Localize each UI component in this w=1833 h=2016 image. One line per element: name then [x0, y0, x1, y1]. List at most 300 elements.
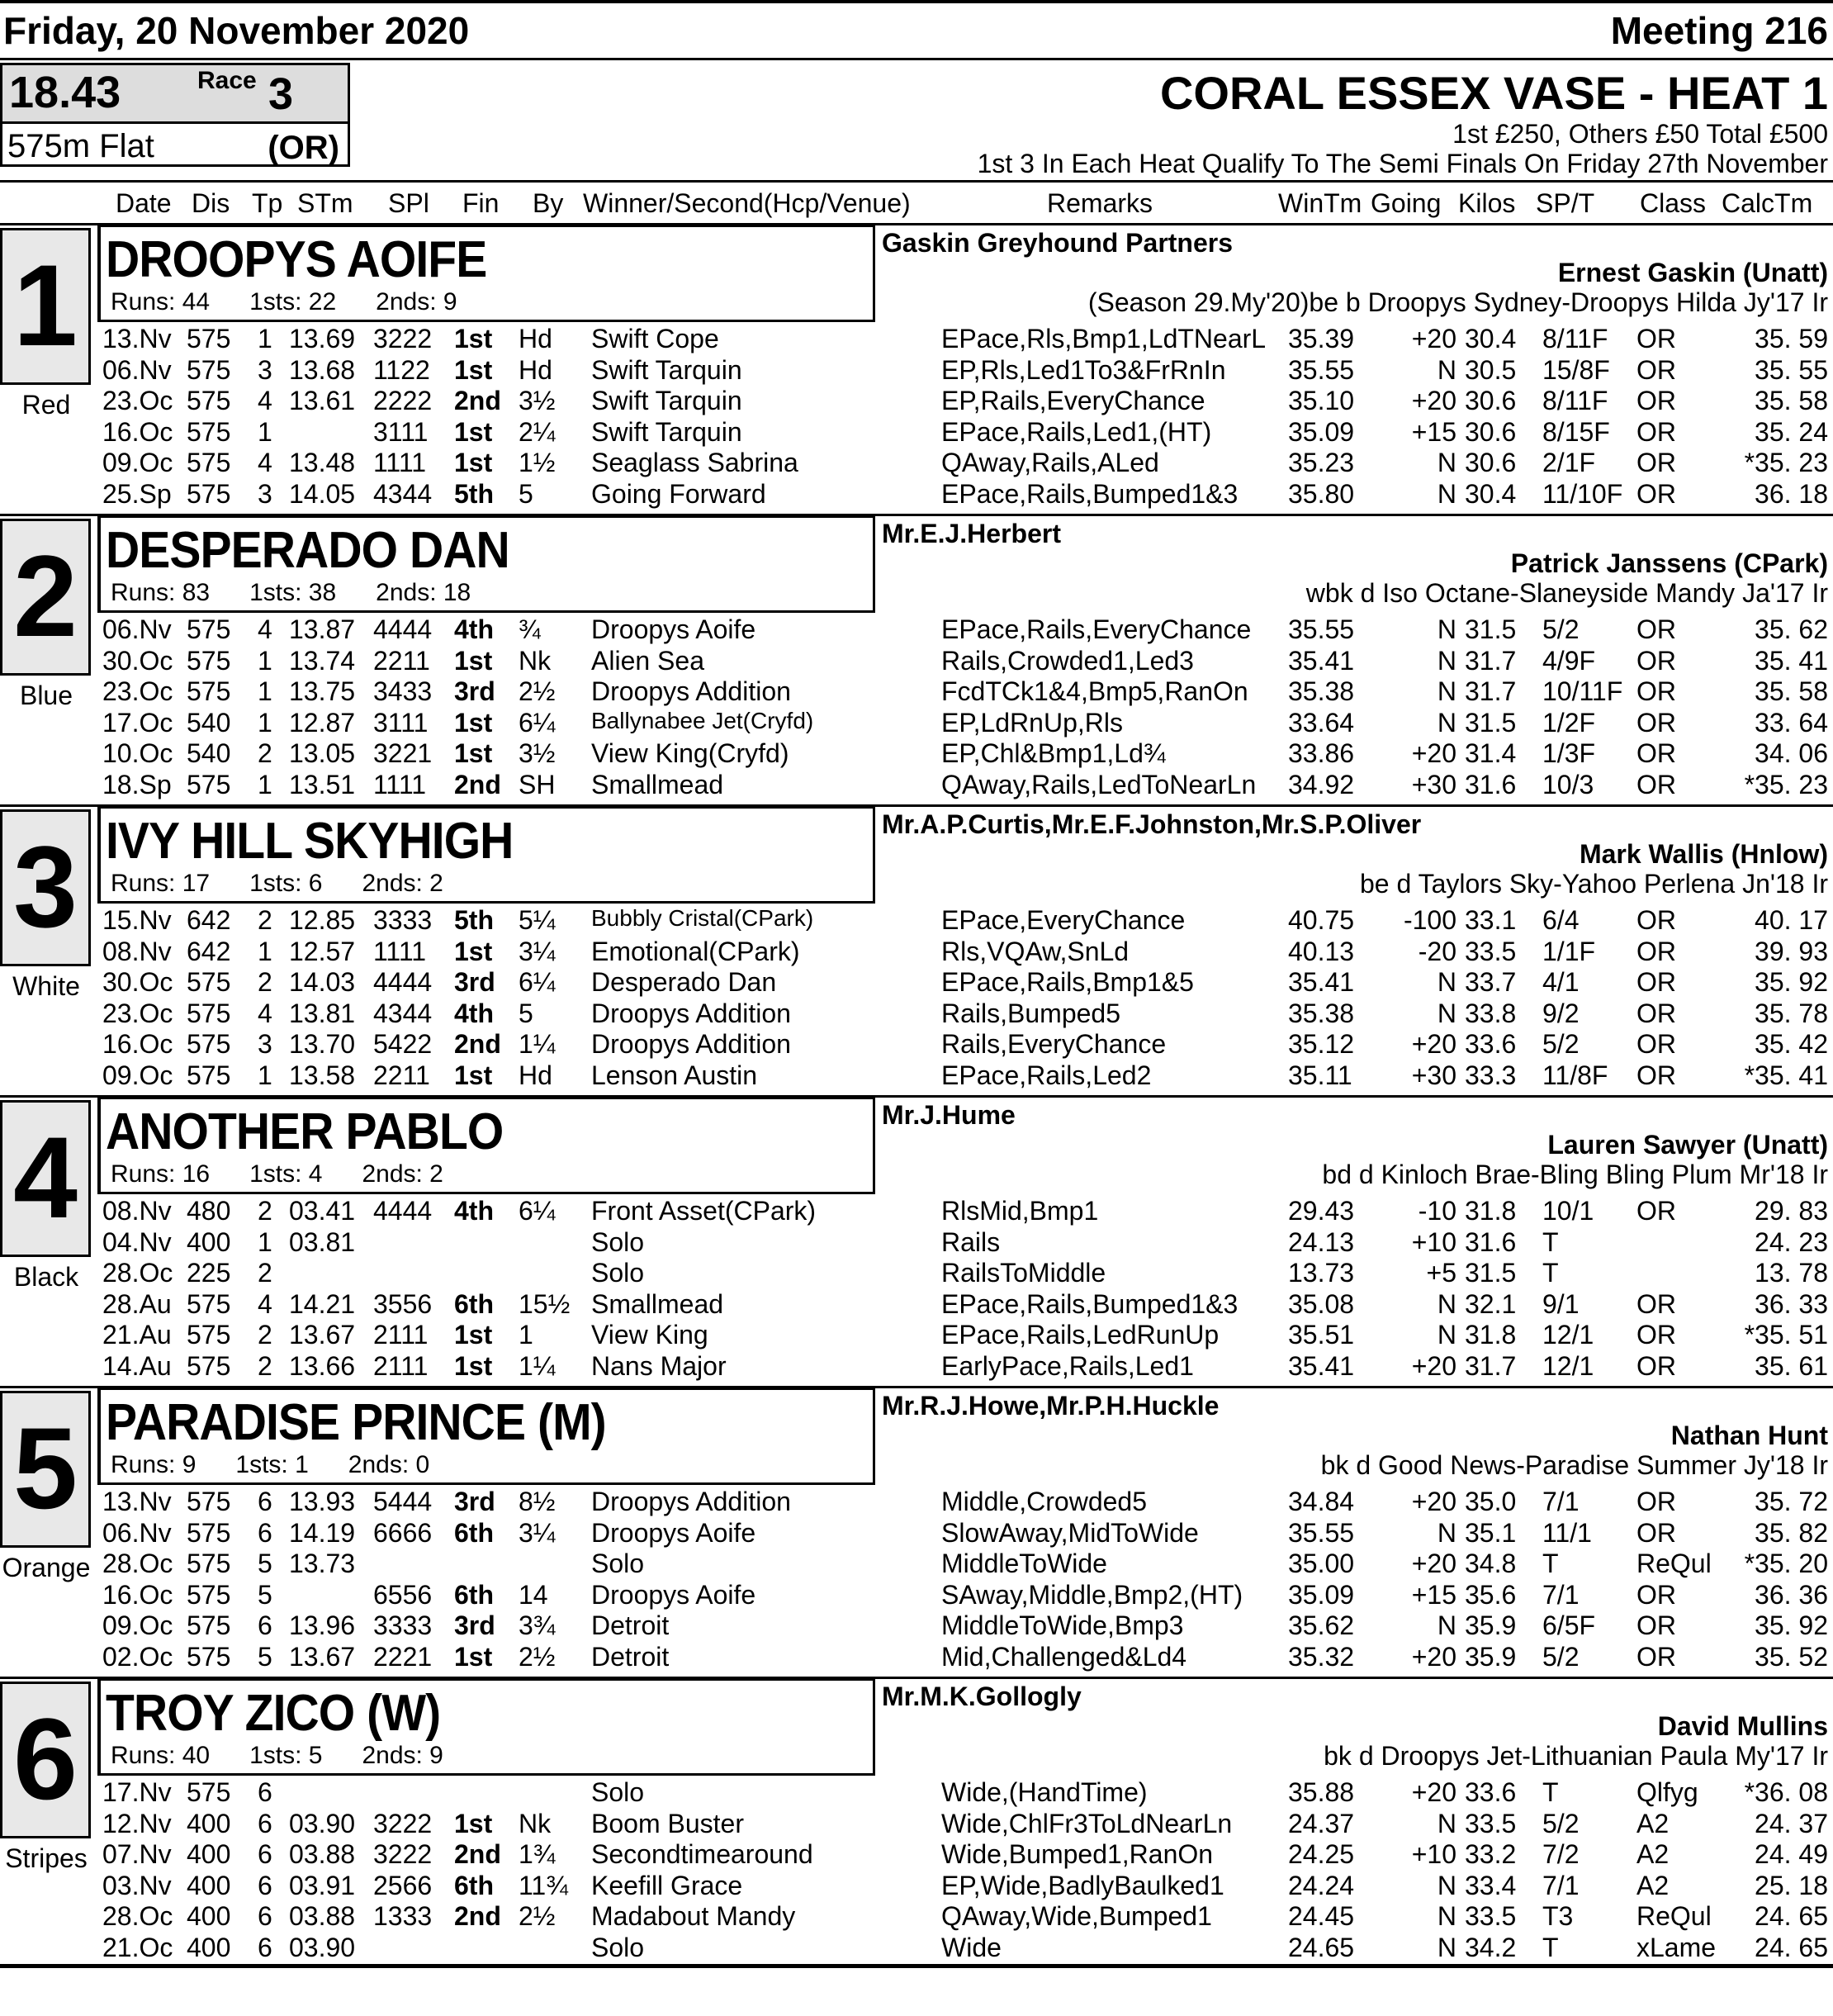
race-label: Race — [197, 67, 257, 94]
form-remarks: Wide — [941, 1933, 1002, 1962]
trap-colour: Stripes — [5, 1843, 88, 1873]
form-class: ReQul — [1636, 1549, 1712, 1579]
form-by: 1 — [519, 1320, 533, 1350]
form-spl: 3433 — [373, 676, 433, 707]
form-going: N — [1437, 967, 1456, 998]
form-dis: 575 — [187, 1060, 231, 1090]
form-dis: 400 — [187, 1839, 231, 1870]
form-date: 21.Au — [102, 1320, 172, 1350]
form-remarks: Middle,Crowded5 — [941, 1487, 1148, 1516]
col-spl: SPl — [388, 188, 429, 218]
form-calctm: 35. 82 — [1755, 1517, 1828, 1548]
form-dis: 575 — [187, 998, 231, 1028]
form-winner: Swift Tarquin — [591, 386, 742, 416]
runs-count: Runs: 16 — [111, 1160, 211, 1188]
form-going: +20 — [1411, 386, 1456, 416]
form-spt: 5/2 — [1542, 614, 1580, 644]
dog-name: PARADISE PRINCE (M) — [106, 1394, 606, 1451]
form-dis: 575 — [187, 967, 231, 998]
form-by: 2½ — [519, 1901, 556, 1932]
form-tp: 5 — [258, 1549, 272, 1579]
form-dis: 400 — [187, 1933, 231, 1962]
form-winner: Droopys Addition — [591, 676, 791, 707]
form-dis: 575 — [187, 1029, 231, 1060]
firsts-count: 1sts: 22 — [249, 288, 337, 315]
runs-count: Runs: 40 — [111, 1742, 211, 1769]
form-spt: 6/4 — [1542, 905, 1580, 935]
form-spt: 7/2 — [1542, 1839, 1580, 1870]
form-tp: 4 — [258, 614, 272, 644]
form-class: OR — [1636, 416, 1676, 447]
form-going: +20 — [1411, 1487, 1456, 1516]
form-winner: Desperado Dan — [591, 967, 777, 998]
race-time: 18.43 — [9, 68, 121, 117]
form-remarks: EP,LdRnUp,Rls — [941, 707, 1123, 738]
form-remarks: EPace,EveryChance — [941, 905, 1186, 935]
form-fin: 1st — [454, 1808, 493, 1838]
form-by: SH — [519, 770, 556, 799]
form-tp: 1 — [258, 676, 272, 707]
form-dis: 400 — [187, 1808, 231, 1838]
form-spt: T — [1542, 1777, 1559, 1807]
form-date: 02.Oc — [102, 1642, 173, 1672]
form-fin: 4th — [454, 614, 494, 644]
form-fin: 3rd — [454, 1487, 495, 1516]
form-going: +20 — [1411, 1642, 1456, 1672]
form-kilos: 33.2 — [1465, 1839, 1517, 1870]
form-remarks: EPace,Rails,Bumped1&3 — [941, 479, 1239, 509]
form-winner: Boom Buster — [591, 1808, 744, 1838]
meeting-number: Meeting 216 — [1610, 9, 1828, 52]
form-tp: 3 — [258, 1029, 272, 1060]
form-dis: 575 — [187, 1487, 231, 1516]
col-kilos: Kilos — [1458, 188, 1516, 218]
form-stm: 13.69 — [289, 324, 356, 353]
form-fin: 1st — [454, 354, 493, 385]
form-calctm: 24. 23 — [1755, 1226, 1828, 1257]
form-date: 07.Nv — [102, 1839, 172, 1870]
owner: Mr.M.K.Gollogly — [882, 1682, 1082, 1711]
form-fin: 1st — [454, 936, 493, 966]
form-fin: 6th — [454, 1579, 494, 1610]
form-going: N — [1437, 676, 1456, 707]
col-remarks: Remarks — [1047, 188, 1153, 218]
form-spl: 3111 — [373, 416, 429, 447]
form-spt: 2/1F — [1542, 448, 1596, 478]
form-stm: 13.87 — [289, 614, 356, 644]
owner: Mr.E.J.Herbert — [882, 519, 1061, 548]
form-going: N — [1437, 479, 1456, 509]
breeding: bd d Kinloch Brae-Bling Bling Plum Mr'18 Ir — [1322, 1160, 1828, 1189]
form-winner: Emotional(CPark) — [591, 936, 800, 966]
form-calctm: 36. 36 — [1755, 1579, 1828, 1610]
form-dis: 225 — [187, 1258, 231, 1288]
form-calctm: 24. 65 — [1755, 1933, 1828, 1962]
form-remarks: EP,Chl&Bmp1,Ld¾ — [941, 738, 1166, 769]
form-spt: T — [1542, 1549, 1559, 1579]
runs-count: Runs: 9 — [111, 1451, 197, 1478]
form-stm: 13.05 — [289, 738, 356, 769]
form-fin: 1st — [454, 416, 493, 447]
breeding: be d Taylors Sky-Yahoo Perlena Jn'18 Ir — [1359, 869, 1828, 899]
firsts-count: 1sts: 38 — [249, 579, 337, 606]
form-going: -10 — [1418, 1196, 1456, 1226]
trap-colour: Black — [13, 1262, 79, 1292]
form-going: +20 — [1411, 1777, 1456, 1807]
form-going: +15 — [1411, 1579, 1456, 1610]
form-date: 03.Nv — [102, 1870, 172, 1900]
form-spl: 5422 — [373, 1029, 433, 1060]
form-spl: 3222 — [373, 1808, 433, 1838]
form-winner: View King — [591, 1320, 708, 1350]
form-by: 2¼ — [519, 416, 556, 447]
form-wintm: 24.24 — [1288, 1870, 1355, 1900]
form-calctm: *35. 51 — [1744, 1320, 1828, 1350]
form-wintm: 35.55 — [1288, 1517, 1355, 1548]
form-spt: 8/11F — [1542, 386, 1608, 416]
form-wintm: 24.25 — [1288, 1839, 1355, 1870]
form-by: Nk — [519, 645, 552, 676]
form-spt: 9/1 — [1542, 1288, 1580, 1319]
form-dis: 575 — [187, 614, 231, 644]
form-remarks: MiddleToWide — [941, 1549, 1107, 1579]
form-wintm: 24.37 — [1288, 1808, 1355, 1838]
firsts-count: 1sts: 4 — [249, 1160, 323, 1188]
form-winner: Secondtimearound — [591, 1839, 813, 1870]
form-calctm: 35. 41 — [1755, 645, 1828, 676]
form-kilos: 35.6 — [1465, 1579, 1517, 1610]
form-tp: 5 — [258, 1579, 272, 1610]
form-fin: 2nd — [454, 770, 501, 799]
form-kilos: 30.6 — [1465, 386, 1517, 416]
form-remarks: EPace,Rails,EveryChance — [941, 614, 1252, 644]
firsts-count: 1sts: 5 — [249, 1742, 323, 1769]
form-dis: 575 — [187, 1320, 231, 1350]
form-fin: 4th — [454, 998, 494, 1028]
form-going: +20 — [1411, 738, 1456, 769]
form-spt: 10/11F — [1542, 676, 1623, 707]
form-spl: 1333 — [373, 1901, 433, 1932]
trainer: Mark Wallis (Hnlow) — [1579, 839, 1828, 869]
form-remarks: Mid,Challenged&Ld4 — [941, 1642, 1187, 1672]
form-spl: 3111 — [373, 707, 429, 738]
form-class: xLame — [1636, 1933, 1717, 1962]
form-spl: 2221 — [373, 1642, 433, 1672]
form-fin: 1st — [454, 1642, 493, 1672]
form-remarks: RailsToMiddle — [941, 1258, 1106, 1288]
trap-colour: Blue — [19, 681, 73, 710]
form-winner: Detroit — [591, 1642, 670, 1672]
form-spt: T — [1542, 1933, 1559, 1962]
form-tp: 6 — [258, 1517, 272, 1548]
form-dis: 575 — [187, 354, 231, 385]
form-tp: 6 — [258, 1777, 272, 1807]
form-spl: 3222 — [373, 1839, 433, 1870]
form-remarks: Rls,VQAw,SnLd — [941, 936, 1130, 966]
form-wintm: 33.64 — [1288, 707, 1355, 738]
form-spl: 3221 — [373, 738, 433, 769]
form-winner: Solo — [591, 1777, 645, 1807]
form-calctm: 36. 33 — [1755, 1288, 1828, 1319]
race-number: 3 — [268, 69, 294, 119]
form-winner: Smallmead — [591, 1288, 724, 1319]
breeding: wbk d Iso Octane-Slaneyside Mandy Ja'17 Ir — [1305, 578, 1828, 608]
form-by: 5¼ — [519, 905, 556, 935]
form-remarks: EPace,Rails,Led1,(HT) — [941, 416, 1212, 447]
form-fin: 3rd — [454, 1610, 495, 1641]
form-spt: 5/2 — [1542, 1808, 1580, 1838]
race-grade: (OR) — [268, 130, 339, 166]
form-class: A2 — [1636, 1808, 1670, 1838]
form-fin: 3rd — [454, 967, 495, 998]
form-date: 28.Oc — [102, 1901, 173, 1932]
form-dis: 575 — [187, 386, 231, 416]
form-calctm: *35. 23 — [1744, 770, 1828, 799]
col-by: By — [533, 188, 564, 218]
dog-name-box — [97, 515, 875, 613]
form-spt: 12/1 — [1542, 1351, 1594, 1381]
form-spt: 11/1 — [1542, 1517, 1592, 1548]
form-going: N — [1437, 1320, 1456, 1350]
form-wintm: 35.39 — [1288, 324, 1355, 353]
form-winner: Swift Cope — [591, 324, 719, 353]
form-remarks: Rails,Bumped5 — [941, 998, 1120, 1028]
form-calctm: 35. 52 — [1755, 1642, 1828, 1672]
form-kilos: 33.8 — [1465, 998, 1517, 1028]
form-dis: 575 — [187, 770, 231, 799]
form-dis: 642 — [187, 905, 231, 935]
form-class: OR — [1636, 1487, 1676, 1516]
form-class: OR — [1636, 614, 1676, 644]
form-kilos: 35.0 — [1465, 1487, 1517, 1516]
form-wintm: 35.38 — [1288, 998, 1355, 1028]
form-remarks: SlowAway,MidToWide — [941, 1517, 1199, 1548]
form-class: OR — [1636, 1642, 1676, 1672]
form-spt: 1/1F — [1542, 936, 1596, 966]
form-dis: 575 — [187, 1549, 231, 1579]
form-spl: 3333 — [373, 905, 433, 935]
form-remarks: QAway,Rails,ALed — [941, 448, 1159, 478]
form-class: ReQul — [1636, 1901, 1712, 1932]
form-winner: Front Asset(CPark) — [591, 1196, 817, 1226]
form-class: OR — [1636, 1351, 1676, 1381]
runs-summary — [111, 1742, 483, 1770]
form-wintm: 35.11 — [1288, 1060, 1352, 1090]
form-calctm: 13. 78 — [1755, 1258, 1828, 1288]
form-stm: 03.90 — [289, 1933, 356, 1962]
seconds-count: 2nds: 9 — [376, 288, 457, 315]
form-spt: 9/2 — [1542, 998, 1580, 1028]
form-remarks: EPace,Rails,LedRunUp — [941, 1320, 1220, 1350]
form-spl: 3222 — [373, 324, 433, 353]
form-stm: 14.21 — [289, 1288, 356, 1319]
form-stm: 13.68 — [289, 354, 356, 385]
form-class: OR — [1636, 354, 1676, 385]
form-remarks: EP,Rails,EveryChance — [941, 386, 1205, 416]
race-qualify-note: 1st 3 In Each Heat Qualify To The Semi Finals On Friday 27th November — [977, 149, 1828, 178]
form-date: 08.Nv — [102, 936, 172, 966]
form-date: 28.Oc — [102, 1549, 173, 1579]
form-date: 28.Au — [102, 1288, 172, 1319]
form-by: 1½ — [519, 448, 556, 478]
form-winner: Solo — [591, 1549, 645, 1579]
dog-name: DROOPYS AOIFE — [106, 231, 487, 288]
form-kilos: 35.9 — [1465, 1610, 1517, 1641]
form-tp: 1 — [258, 416, 272, 447]
form-dis: 575 — [187, 479, 231, 509]
form-kilos: 31.6 — [1465, 770, 1517, 799]
form-fin: 1st — [454, 1351, 493, 1381]
form-kilos: 33.6 — [1465, 1777, 1517, 1807]
form-calctm: *35. 41 — [1744, 1060, 1828, 1090]
form-spl: 2211 — [373, 1060, 430, 1090]
trap-number: 1 — [13, 240, 78, 370]
form-dis: 575 — [187, 448, 231, 478]
col-tp: Tp — [252, 188, 283, 218]
col-going: Going — [1371, 188, 1442, 218]
owner: Mr.J.Hume — [882, 1100, 1016, 1130]
form-spt: 4/1 — [1542, 967, 1580, 998]
form-class: OR — [1636, 1517, 1676, 1548]
trainer: David Mullins — [1657, 1711, 1828, 1741]
form-spl: 1111 — [373, 448, 427, 478]
form-wintm: 24.13 — [1288, 1226, 1355, 1257]
form-class: Qlfyg — [1636, 1777, 1698, 1807]
form-stm: 13.73 — [289, 1549, 356, 1579]
form-fin: 6th — [454, 1870, 494, 1900]
form-stm: 14.03 — [289, 967, 356, 998]
form-winner: Swift Tarquin — [591, 354, 742, 385]
form-by: 2½ — [519, 1642, 556, 1672]
form-spt: 5/2 — [1542, 1029, 1580, 1060]
form-stm: 12.57 — [289, 936, 356, 966]
form-going: +20 — [1411, 324, 1456, 353]
form-fin: 1st — [454, 645, 493, 676]
form-kilos: 33.6 — [1465, 1029, 1517, 1060]
form-tp: 1 — [258, 770, 272, 799]
form-class: OR — [1636, 645, 1676, 676]
dog-name-box — [97, 1678, 875, 1776]
form-stm: 14.19 — [289, 1517, 356, 1548]
form-kilos: 32.1 — [1465, 1288, 1517, 1319]
footer-box — [0, 1966, 1833, 2016]
form-fin: 5th — [454, 905, 494, 935]
form-going: N — [1437, 354, 1456, 385]
form-kilos: 31.7 — [1465, 676, 1517, 707]
form-dis: 575 — [187, 1777, 231, 1807]
breeding: bk d Good News-Paradise Summer Jy'18 Ir — [1320, 1450, 1828, 1480]
seconds-count: 2nds: 0 — [348, 1451, 430, 1478]
form-going: N — [1437, 1808, 1456, 1838]
form-by: 1¼ — [519, 1351, 556, 1381]
form-spl: 1122 — [373, 354, 430, 385]
runs-count: Runs: 44 — [111, 288, 211, 315]
form-calctm: 35. 78 — [1755, 998, 1828, 1028]
trainer: Nathan Hunt — [1670, 1421, 1828, 1450]
form-fin: 1st — [454, 1320, 493, 1350]
form-kilos: 30.5 — [1465, 354, 1517, 385]
form-winner: Droopys Addition — [591, 998, 791, 1028]
form-wintm: 34.84 — [1288, 1487, 1355, 1516]
form-calctm: 29. 83 — [1755, 1196, 1828, 1226]
form-tp: 2 — [258, 1196, 272, 1226]
form-date: 10.Oc — [102, 738, 173, 769]
form-wintm: 35.23 — [1288, 448, 1355, 478]
form-calctm: 24. 37 — [1755, 1808, 1828, 1838]
form-stm: 13.51 — [289, 770, 356, 799]
form-by: Hd — [519, 1060, 552, 1090]
form-calctm: 25. 18 — [1755, 1870, 1828, 1900]
form-calctm: 35. 55 — [1755, 354, 1828, 385]
form-by: 11¾ — [519, 1870, 568, 1900]
form-date: 18.Sp — [102, 770, 172, 799]
form-class: OR — [1636, 324, 1676, 353]
form-tp: 6 — [258, 1487, 272, 1516]
form-class: OR — [1636, 738, 1676, 769]
form-dis: 400 — [187, 1870, 231, 1900]
form-stm: 13.67 — [289, 1642, 356, 1672]
form-dis: 642 — [187, 936, 231, 966]
trap-number: 2 — [13, 531, 78, 661]
form-kilos: 30.6 — [1465, 448, 1517, 478]
form-spt: T3 — [1542, 1901, 1574, 1932]
form-tp: 4 — [258, 386, 272, 416]
form-date: 16.Oc — [102, 1029, 173, 1060]
owner: Mr.A.P.Curtis,Mr.E.F.Johnston,Mr.S.P.Oliver — [882, 809, 1422, 839]
form-spt: 4/9F — [1542, 645, 1596, 676]
form-spl: 4444 — [373, 967, 433, 998]
form-winner: Keefill Grace — [591, 1870, 743, 1900]
form-stm: 03.88 — [289, 1901, 356, 1932]
race-info-box — [0, 63, 350, 167]
form-dis: 575 — [187, 1517, 231, 1548]
form-wintm: 35.12 — [1288, 1029, 1355, 1060]
form-remarks: EP,Wide,BadlyBaulked1 — [941, 1870, 1224, 1900]
col-date: Date — [116, 188, 172, 218]
form-stm: 13.61 — [289, 386, 356, 416]
runs-summary — [111, 288, 497, 316]
col-class: Class — [1640, 188, 1707, 218]
form-remarks: FcdTCk1&4,Bmp5,RanOn — [941, 676, 1248, 707]
form-by: Hd — [519, 354, 552, 385]
form-winner: Solo — [591, 1933, 645, 1962]
form-stm: 13.66 — [289, 1351, 356, 1381]
form-tp: 2 — [258, 738, 272, 769]
form-date: 23.Oc — [102, 386, 173, 416]
form-stm: 03.88 — [289, 1839, 356, 1870]
form-dis: 540 — [187, 707, 231, 738]
form-remarks: QAway,Wide,Bumped1 — [941, 1901, 1212, 1932]
breeding: (Season 29.My'20)be b Droopys Sydney-Droopys Hilda Jy'17 Ir — [1087, 287, 1828, 317]
form-fin: 2nd — [454, 1901, 501, 1932]
form-spt: 6/5F — [1542, 1610, 1596, 1641]
seconds-count: 2nds: 2 — [362, 1160, 443, 1188]
form-kilos: 30.4 — [1465, 324, 1517, 353]
form-calctm: *35. 23 — [1744, 448, 1828, 478]
form-by: 3¾ — [519, 1610, 556, 1641]
form-spt: 10/1 — [1542, 1196, 1594, 1226]
form-tp: 2 — [258, 1351, 272, 1381]
form-class: OR — [1636, 936, 1676, 966]
form-calctm: 35. 72 — [1755, 1487, 1828, 1516]
form-going: -100 — [1403, 905, 1456, 935]
form-class: OR — [1636, 1579, 1676, 1610]
form-date: 23.Oc — [102, 676, 173, 707]
form-remarks: MiddleToWide,Bmp3 — [941, 1610, 1184, 1641]
form-by: 6¼ — [519, 967, 556, 998]
form-winner: Droopys Addition — [591, 1029, 791, 1060]
form-spl: 4444 — [373, 614, 433, 644]
